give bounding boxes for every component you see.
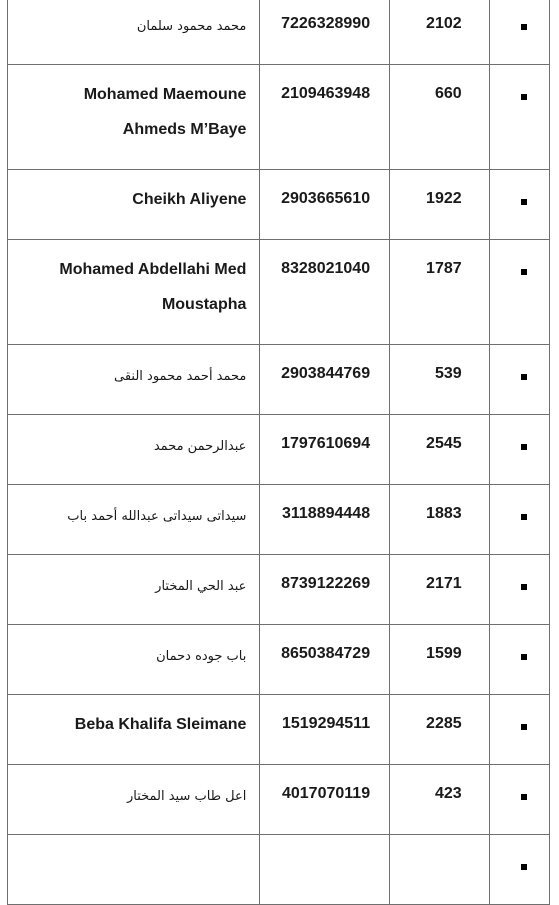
- table-row: [8, 65, 550, 170]
- records-table: [7, 0, 550, 905]
- person-name-line: Cheikh Aliyene: [132, 191, 247, 208]
- table-row: [8, 695, 550, 765]
- person-name-line: Moustapha: [161, 296, 247, 313]
- records-table-body: [8, 0, 550, 905]
- record-number-cell: 660: [390, 65, 490, 170]
- person-name-cell: [8, 765, 260, 835]
- phone-number-cell: 4017070119: [260, 765, 390, 835]
- phone-number-cell: 8328021040: [260, 240, 390, 345]
- square-bullet-icon: [521, 444, 527, 450]
- table-row: [8, 835, 550, 905]
- person-name-cell: [8, 65, 260, 170]
- bullet-cell: [489, 345, 549, 415]
- phone-number-cell: 3118894448: [260, 485, 390, 555]
- table-row: [8, 240, 550, 345]
- square-bullet-icon: [521, 864, 527, 870]
- person-name-line: Mohamed Abdellahi Med: [59, 261, 247, 278]
- phone-number-cell: 8650384729: [260, 625, 390, 695]
- bullet-cell: [489, 240, 549, 345]
- phone-number-cell: 1797610694: [260, 415, 390, 485]
- table-row: [8, 625, 550, 695]
- person-name-cell: [8, 240, 260, 345]
- record-number-cell: 2171: [390, 555, 490, 625]
- bullet-cell: [489, 555, 549, 625]
- phone-number-cell: 2903844769: [260, 345, 390, 415]
- record-number-cell: [390, 835, 490, 905]
- person-name-cell: [8, 835, 260, 905]
- table-row: [8, 345, 550, 415]
- bullet-cell: [489, 170, 549, 240]
- bullet-cell: [489, 485, 549, 555]
- record-number-cell: 1599: [390, 625, 490, 695]
- person-name-cell: [8, 415, 260, 485]
- record-number-cell: 539: [390, 345, 490, 415]
- phone-number-cell: [260, 835, 390, 905]
- person-name-cell: [8, 485, 260, 555]
- bullet-cell: [489, 695, 549, 765]
- person-name-line: Ahmeds M’Baye: [122, 121, 247, 138]
- table-row: [8, 0, 550, 65]
- square-bullet-icon: [521, 724, 527, 730]
- phone-number-cell: 1519294511: [260, 695, 390, 765]
- bullet-cell: [489, 415, 549, 485]
- person-name-cell: [8, 695, 260, 765]
- square-bullet-icon: [521, 584, 527, 590]
- square-bullet-icon: [521, 199, 527, 205]
- person-name-line: باب جوده دحمان: [156, 649, 247, 664]
- bullet-cell: [489, 765, 549, 835]
- person-name-line: محمد أحمد محمود النقى: [114, 369, 247, 384]
- table-row: [8, 170, 550, 240]
- bullet-cell: [489, 625, 549, 695]
- record-number-cell: 2545: [390, 415, 490, 485]
- person-name-line: عبدالرحمن محمد: [153, 439, 247, 454]
- person-name-line: عبد الحي المختار: [155, 579, 247, 594]
- person-name-line: Beba Khalifa Sleimane: [74, 716, 247, 733]
- bullet-cell: [489, 835, 549, 905]
- person-name-line: اعل طاب سيد المختار: [126, 789, 247, 804]
- table-row: [8, 765, 550, 835]
- record-number-cell: 423: [390, 765, 490, 835]
- table-row: [8, 555, 550, 625]
- square-bullet-icon: [521, 24, 527, 30]
- record-number-cell: 2285: [390, 695, 490, 765]
- person-name-line: Mohamed Maemoune: [83, 86, 247, 103]
- bullet-cell: [489, 0, 549, 65]
- square-bullet-icon: [521, 654, 527, 660]
- bullet-cell: [489, 65, 549, 170]
- square-bullet-icon: [521, 794, 527, 800]
- record-number-cell: 1922: [390, 170, 490, 240]
- table-row: [8, 415, 550, 485]
- phone-number-cell: 2109463948: [260, 65, 390, 170]
- square-bullet-icon: [521, 514, 527, 520]
- square-bullet-icon: [521, 94, 527, 100]
- record-number-cell: 1787: [390, 240, 490, 345]
- person-name-cell: [8, 555, 260, 625]
- phone-number-cell: 2903665610: [260, 170, 390, 240]
- phone-number-cell: 8739122269: [260, 555, 390, 625]
- person-name-line: محمد محمود سلمان: [136, 19, 247, 34]
- record-number-cell: 1883: [390, 485, 490, 555]
- phone-number-cell: 7226328990: [260, 0, 390, 65]
- person-name-cell: [8, 625, 260, 695]
- table-row: [8, 485, 550, 555]
- record-number-cell: 2102: [390, 0, 490, 65]
- person-name-cell: [8, 345, 260, 415]
- person-name-line: سيداتى سيداتى عبدالله أحمد باب: [67, 509, 247, 524]
- person-name-cell: [8, 0, 260, 65]
- square-bullet-icon: [521, 374, 527, 380]
- square-bullet-icon: [521, 269, 527, 275]
- person-name-cell: [8, 170, 260, 240]
